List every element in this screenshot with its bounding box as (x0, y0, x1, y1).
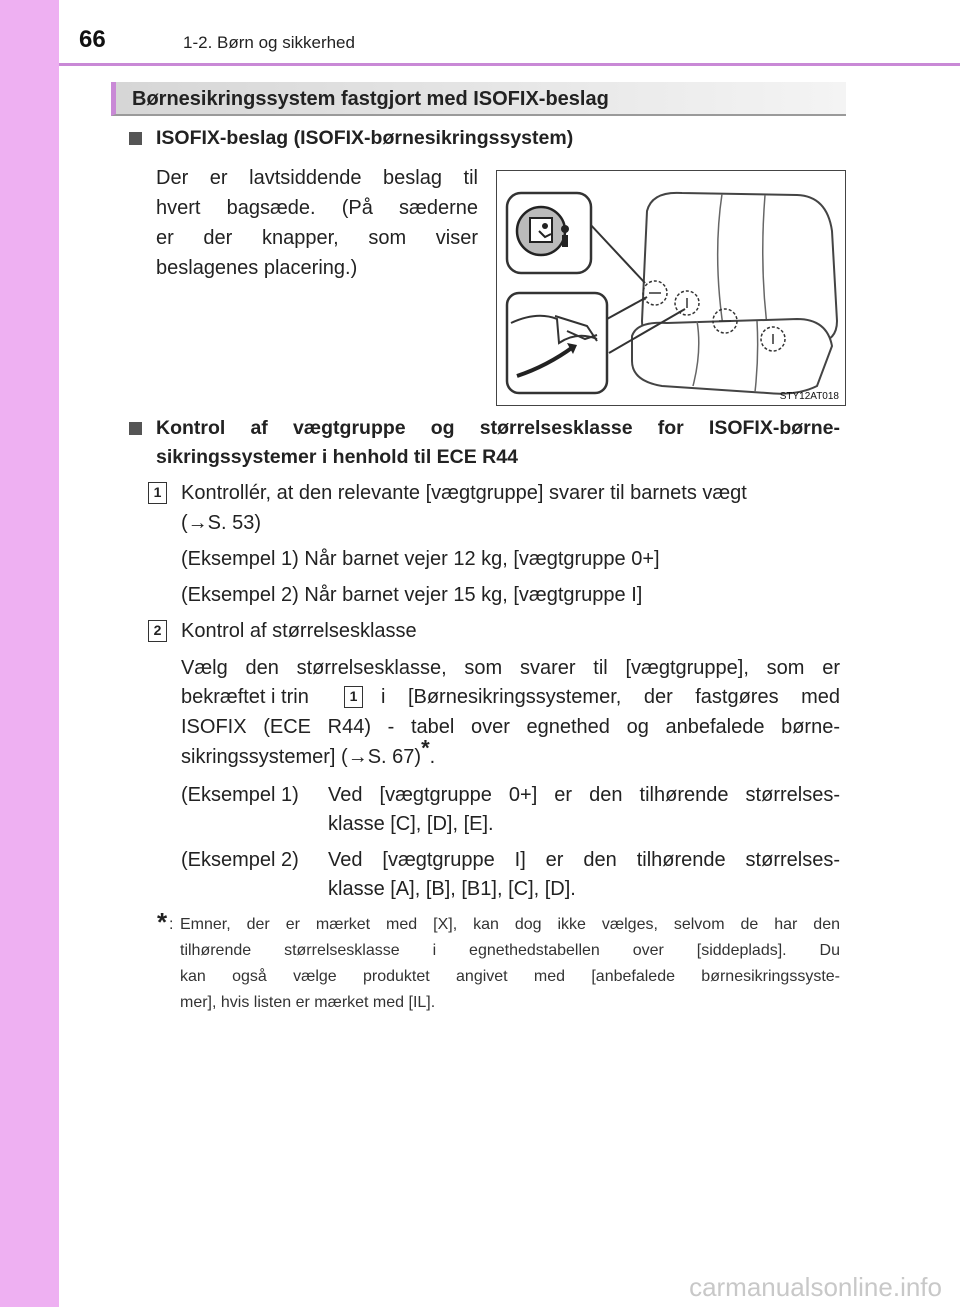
step-1-example-1: (Eksempel 1) Når barnet vejer 12 kg, [vægtgruppe 0+] (181, 548, 660, 570)
isofix-heading: ISOFIX-beslag (ISOFIX-børnesikringssystem) (156, 127, 574, 149)
example-1-line-1: Ved [vægtgruppe 0+] er den tilhørende størrelses- (328, 784, 840, 806)
footnote-line-2: tilhørende størrelsesklasse i egnethedstabellen over [siddeplads]. Du (180, 942, 840, 959)
isofix-line-2: hvert bagsæde. (På sæderne (156, 197, 478, 219)
footnote-line-3: kan også vælge produktet angivet med [anbefalede børnesikringssyste- (180, 968, 840, 985)
step-2-line-1: Vælg den størrelsesklasse, som svarer til [vægtgruppe], som er (181, 657, 840, 679)
isofix-line-4: beslagenes placering.) (156, 257, 358, 279)
example-2-label: (Eksempel 2) (181, 849, 299, 871)
step-1-line-2: (→S. 53) (181, 512, 262, 534)
footnote-asterisk: * (157, 907, 168, 937)
step-2-title: Kontrol af størrelsesklasse (181, 620, 417, 642)
kontrol-heading-line-2: sikringssystemer i henhold til ECE R44 (156, 446, 518, 468)
step-2-line-4-end: . (429, 746, 436, 768)
seat-drawing (497, 171, 844, 404)
rear-seat-isofix-illustration (496, 170, 846, 406)
isofix-line-3: er der knapper, som viser (156, 227, 478, 249)
footnote-colon: : (169, 916, 174, 933)
step-2-line-4-text: sikringssystemer] (→S. 67) (181, 746, 422, 768)
kontrol-heading-line-1: Kontrol af vægtgruppe og størrelsesklasse for ISOFIX-børne- (156, 417, 840, 439)
step-1-box: 1 (148, 482, 167, 504)
section-title-band (111, 82, 846, 116)
example-2-line-1: Ved [vægtgruppe I] er den tilhørende størrelses- (328, 849, 840, 871)
bullet-square-icon (129, 132, 142, 145)
example-2-line-2: klasse [A], [B], [B1], [C], [D]. (328, 878, 576, 900)
header-divider (59, 63, 960, 66)
step-2-line-3: ISOFIX (ECE R44) - tabel over egnethed og anbefalede børne- (181, 716, 840, 738)
step-2-line-2a: bekræftet i trin (181, 686, 309, 708)
example-1-line-2: klasse [C], [D], [E]. (328, 813, 494, 835)
breadcrumb: 1-2. Børn og sikkerhed (183, 33, 355, 52)
figure-code: STY12AT018 (779, 391, 839, 402)
section-title: Børnesikringssystem fastgjort med ISOFIX-beslag (132, 88, 609, 110)
bullet-square-icon (129, 422, 142, 435)
page-number: 66 (79, 26, 106, 53)
footnote-line-4: mer], hvis listen er mærket med [IL]. (180, 994, 436, 1011)
step-2-line-2b: i [Børnesikringssystemer, der fastgøres med (381, 686, 840, 708)
step-1-example-2: (Eksempel 2) Når barnet vejer 15 kg, [vægtgruppe I] (181, 584, 643, 606)
step-2-box: 2 (148, 620, 167, 642)
example-1-label: (Eksempel 1) (181, 784, 299, 806)
isofix-line-1: Der er lavtsiddende beslag til (156, 167, 478, 189)
step-2-line-4 (181, 735, 436, 772)
side-tab (0, 0, 59, 1307)
watermark: carmanualsonline.info (689, 1272, 942, 1302)
asterisk-marker: * (421, 735, 430, 761)
step-1-line-1: Kontrollér, at den relevante [vægtgruppe] svarer til barnets vægt (181, 482, 747, 504)
step-ref-box: 1 (344, 686, 363, 708)
footnote-line-1: Emner, der er mærket med [X], kan dog ikke vælges, selvom de har den (180, 916, 840, 933)
